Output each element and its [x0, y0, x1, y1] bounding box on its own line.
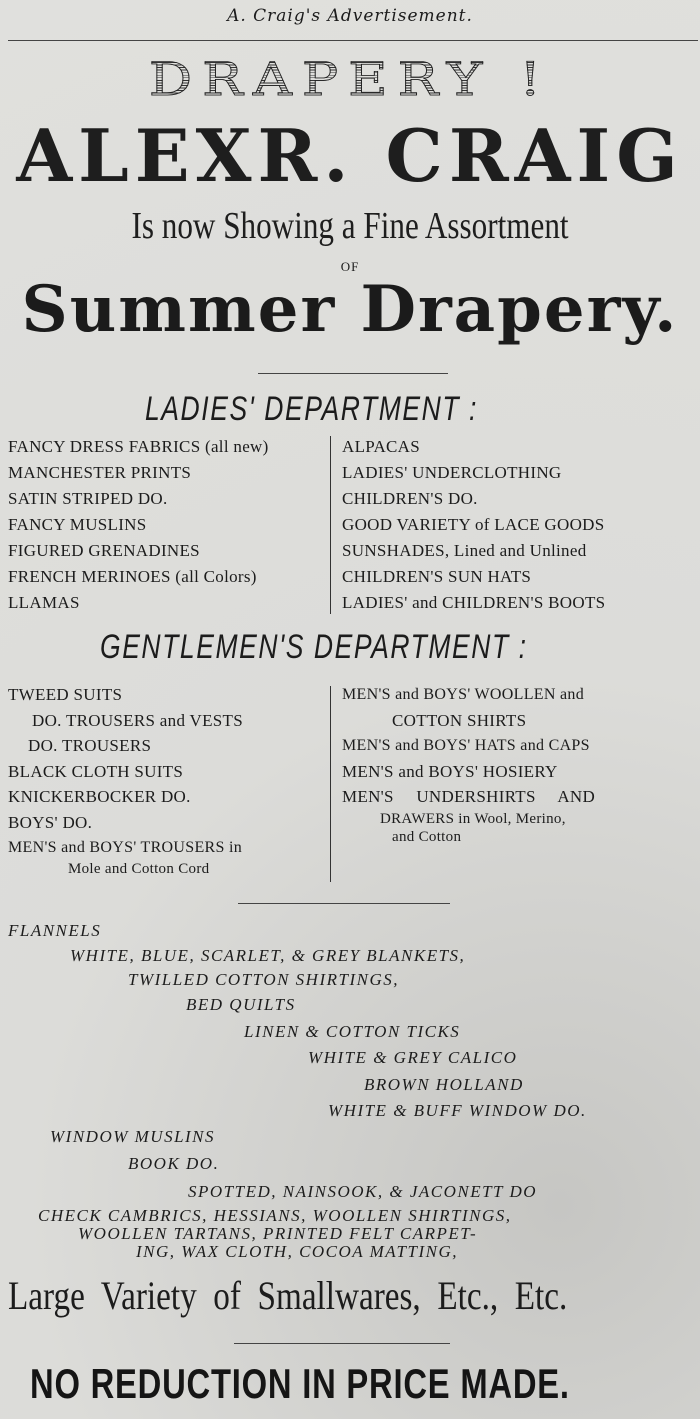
list-item: BOYS' DO. — [8, 812, 93, 832]
list-item: MANCHESTER PRINTS — [8, 463, 192, 482]
rule-after-gentlemen — [238, 903, 450, 904]
list-item: Mole and Cotton Cord — [68, 860, 210, 877]
footer-notice: NO REDUCTION IN PRICE MADE. — [30, 1360, 570, 1407]
list-item: LLAMAS — [8, 593, 80, 612]
gentlemen-right-list — [342, 682, 595, 846]
goods-item: WHITE & BUFF WINDOW DO. — [328, 1101, 587, 1120]
list-item: FIGURED GRENADINES — [8, 541, 200, 560]
list-item: MEN'S and BOYS' HOSIERY — [342, 761, 558, 781]
list-item: GOOD VARIETY of LACE GOODS — [342, 515, 605, 534]
list-item: DRAWERS in Wool, Merino, — [380, 810, 566, 827]
goods-item: BOOK DO. — [128, 1154, 220, 1173]
proprietor-name: ALEXR. CRAIG — [16, 113, 684, 198]
ladies-department-heading: LADIES' DEPARTMENT : — [145, 390, 478, 428]
list-item: CHILDREN'S SUN HATS — [342, 567, 532, 586]
list-item: MEN'S and BOYS' HATS and CAPS — [342, 737, 590, 754]
list-item: CHILDREN'S DO. — [342, 489, 478, 508]
top-rule — [8, 40, 698, 41]
list-item: LADIES' and CHILDREN'S BOOTS — [342, 593, 606, 612]
ladies-right-list — [342, 434, 605, 616]
smallwares-line: Large Variety of Smallwares, Etc., Etc. — [8, 1273, 568, 1318]
list-item: FRENCH MERINOES (all Colors) — [8, 567, 257, 586]
ladies-left-list — [8, 434, 269, 616]
goods-item: TWILLED COTTON SHIRTINGS, — [128, 970, 399, 989]
gentlemen-column-divider — [330, 686, 331, 882]
goods-item: CHECK CAMBRICS, HESSIANS, WOOLLEN SHIRTINGS, — [38, 1206, 512, 1225]
list-item: DO. TROUSERS and VESTS — [32, 710, 243, 730]
list-item: MEN'S UNDERSHIRTS AND — [342, 787, 596, 806]
list-item: DO. TROUSERS — [28, 736, 152, 755]
list-item: SATIN STRIPED DO. — [8, 489, 168, 508]
drapery-heading: DRAPERY ! — [0, 53, 700, 107]
list-item: TWEED SUITS — [8, 685, 123, 704]
goods-item: WINDOW MUSLINS — [50, 1127, 216, 1146]
goods-item: BED QUILTS — [186, 995, 296, 1014]
list-item: COTTON SHIRTS — [392, 710, 527, 730]
rule-before-footer — [234, 1343, 450, 1344]
list-item: FANCY DRESS FABRICS (all new) — [8, 437, 269, 456]
subtitle: Is now Showing a Fine Assortment — [131, 205, 569, 247]
list-item: and Cotton — [392, 828, 462, 845]
ladies-column-divider — [330, 436, 331, 614]
goods-item: LINEN & COTTON TICKS — [244, 1022, 461, 1041]
goods-item: WHITE & GREY CALICO — [308, 1048, 518, 1067]
goods-item: FLANNELS — [8, 921, 102, 940]
list-item: BLACK CLOTH SUITS — [8, 761, 184, 781]
of-label: OF — [340, 259, 360, 274]
goods-item: WHITE, BLUE, SCARLET, & GREY BLANKETS, — [70, 946, 466, 965]
goods-item: WOOLLEN TARTANS, PRINTED FELT CARPET- — [78, 1224, 478, 1243]
gentlemen-left-list — [8, 682, 243, 877]
list-item: MEN'S and BOYS' WOOLLEN and — [342, 686, 584, 703]
list-item: LADIES' UNDERCLOTHING — [342, 463, 562, 482]
rule-after-summer — [258, 373, 448, 374]
list-item: ALPACAS — [342, 437, 421, 456]
list-item: SUNSHADES, Lined and Unlined — [342, 541, 587, 560]
list-item: MEN'S and BOYS' TROUSERS in — [8, 839, 243, 856]
summer-drapery-heading: Summer Drapery. — [21, 272, 679, 347]
gentlemen-department-heading: GENTLEMEN'S DEPARTMENT : — [100, 628, 528, 666]
list-item: KNICKERBOCKER DO. — [8, 787, 191, 806]
running-title: A. Craig's Advertisement. — [227, 6, 473, 26]
goods-item: ING, WAX CLOTH, COCOA MATTING, — [136, 1242, 458, 1261]
list-item: FANCY MUSLINS — [8, 515, 147, 534]
goods-item: SPOTTED, NAINSOOK, & JACONETT DO — [188, 1182, 537, 1201]
goods-item: BROWN HOLLAND — [364, 1075, 524, 1094]
